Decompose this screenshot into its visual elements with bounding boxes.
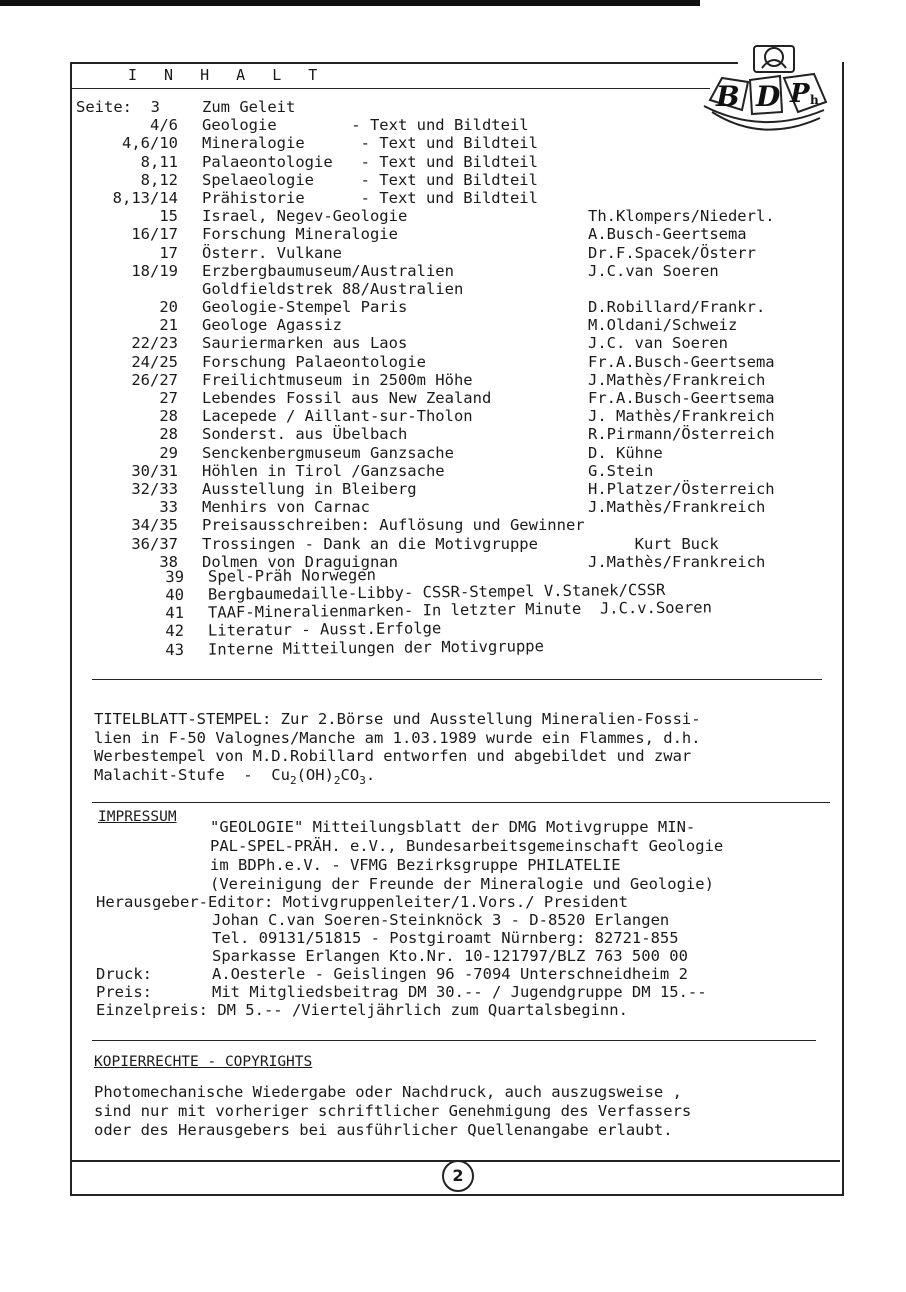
toc-page: 8,11: [140, 152, 178, 171]
toc-row: [76, 298, 766, 317]
toc-row: [82, 580, 666, 605]
toc-row: [76, 370, 766, 389]
toc-page: 15: [159, 207, 178, 226]
toc-title: Höhlen in Tirol /Ganzsache: [202, 461, 445, 480]
toc-title: Sauriermarken aus Laos: [202, 334, 408, 353]
toc-row: [76, 316, 738, 335]
toc-author: J.Mathès/Frankreich: [588, 498, 766, 517]
toc-page: 16/17: [131, 225, 178, 244]
toc-title: Senckenbergmuseum Ganzsache: [202, 443, 454, 462]
toc-page: 18/19: [131, 261, 178, 280]
page-number: 2: [442, 1160, 474, 1192]
toc-page: 29: [159, 443, 178, 462]
titelblatt-line-3: Werbestempel von M.D.Robillard entworfen und abgebildet und zwar: [94, 747, 692, 766]
toc-row: [76, 134, 538, 153]
frame-top-rule: [70, 62, 738, 64]
toc-title: Österr. Vulkane: [202, 243, 342, 262]
toc-author: Th.Klompers/Niederl.: [588, 207, 775, 226]
toc-title: Sonderst. aus Übelbach: [202, 425, 408, 444]
toc-page: 8,13/14: [112, 188, 178, 207]
toc-row: [82, 619, 442, 641]
toc-row: [82, 565, 377, 587]
divider-2: [92, 802, 830, 803]
toc-title: Freilichtmuseum in 2500m Höhe: [202, 370, 473, 389]
toc-row: [76, 461, 654, 480]
einzelpreis-line: Einzelpreis: DM 5.-- /Vierteljährlich zum Quartalsbeginn.: [96, 1001, 628, 1019]
toc-title: Forschung Mineralogie: [202, 225, 398, 244]
svg-text:h: h: [810, 93, 819, 107]
kopierrechte-line-1: Photomechanische Wiedergabe oder Nachdruck, auch auszugsweise ,: [94, 1083, 682, 1101]
toc-row: [76, 152, 538, 171]
toc-row: [76, 425, 775, 444]
toc-title: Palaeontologie - Text und Bildteil: [202, 152, 538, 171]
toc-page: 30/31: [131, 461, 178, 480]
toc-author: M.Oldani/Schweiz: [588, 316, 738, 335]
svg-text:B: B: [716, 80, 740, 113]
toc-title: Geologie - Text und Bildteil: [202, 116, 529, 135]
toc-author: Dr.F.Spacek/Österr: [588, 243, 756, 262]
titelblatt-line-4: Malachit-Stufe - $Cu_2(OH)_2CO_3$.: [94, 765, 376, 787]
impressum-line-6: Johan C.van Soeren-Steinknöck 3 - D-8520 Erlangen: [212, 911, 670, 929]
toc-title: Literatur - Ausst.Erfolge: [207, 619, 442, 641]
toc-page: 20: [159, 298, 178, 317]
toc-row: [76, 352, 775, 371]
toc-author: R.Pirmann/Österreich: [588, 425, 775, 444]
toc-title: Preisausschreiben: Auflösung und Gewinner: [202, 516, 585, 535]
toc-row: [76, 116, 529, 135]
toc-page: 32/33: [131, 479, 178, 498]
toc-row: [76, 243, 756, 262]
toc-row: [76, 98, 296, 116]
impressum-line-5: Herausgeber-Editor: Motivgruppenleiter/1.Vors./ President: [96, 893, 628, 911]
toc-page: 26/27: [131, 370, 178, 389]
toc-title: Erzbergbaumuseum/Australien: [202, 261, 454, 280]
toc-page: Seite: 3: [76, 98, 160, 116]
toc-author: J.Mathès/Frankreich: [588, 552, 766, 571]
impressum-line-1: "GEOLOGIE" Mitteilungsblatt der DMG Motivgruppe MIN-: [210, 818, 696, 836]
toc-page: 27: [159, 389, 178, 407]
toc-title: Menhirs von Carnac: [202, 498, 370, 517]
toc-title: Trossingen - Dank an die Motivgruppe: [202, 534, 538, 553]
toc-row: [76, 334, 728, 353]
toc-author: D.Robillard/Frankr.: [588, 298, 766, 317]
kopierrechte-line-2: sind nur mit vorheriger schriftlicher Genehmigung des Verfassers: [94, 1102, 692, 1120]
toc-page: 36/37: [131, 534, 178, 553]
toc-page: 28: [159, 425, 178, 444]
toc-page: 17: [159, 243, 178, 262]
divider-1: [92, 679, 822, 680]
toc-title: Lebendes Fossil aus New Zealand: [202, 389, 492, 407]
impressum-line-4: (Vereinigung der Freunde der Mineralogie und Geologie): [210, 875, 714, 893]
divider-3: [92, 1040, 816, 1041]
toc-author: Kurt Buck: [588, 534, 719, 553]
toc-page: 4/6: [150, 116, 178, 135]
toc-page: 42: [165, 622, 185, 641]
impressum-line-8: Sparkasse Erlangen Kto.Nr. 10-121797/BLZ 763 500 00: [212, 947, 688, 965]
svg-text:P: P: [790, 79, 810, 109]
toc-title: Bergbaumedaille-Libby- CSSR-Stempel V.Stanek/CSSR: [207, 580, 666, 604]
toc-row: [76, 443, 663, 462]
toc-page: 21: [159, 316, 178, 335]
toc-author: J.Mathès/Frankreich: [588, 370, 766, 389]
toc-page: 43: [165, 640, 185, 659]
toc-title: Geologie-Stempel Paris: [202, 298, 408, 317]
toc-row: [76, 279, 464, 298]
toc-row: [82, 636, 545, 660]
toc-author: D. Kühne: [588, 443, 663, 462]
toc-page: 24/25: [131, 352, 178, 371]
preis-value: Mit Mitgliedsbeitrag DM 30.-- / Jugendgruppe DM 15.--: [212, 983, 707, 1001]
top-scan-edge: [0, 0, 700, 6]
toc-title: Spel-Präh Norwegen: [207, 565, 377, 586]
druck-label: Druck:: [96, 965, 152, 983]
toc-page: 4,6/10: [122, 134, 178, 153]
druck-value: A.Oesterle - Geislingen 96 -7094 Unterschneidheim 2: [212, 965, 688, 983]
toc-title: Forschung Palaeontologie: [202, 352, 426, 371]
toc-author: Fr.A.Busch-Geertsema: [588, 389, 775, 407]
toc-row: [76, 407, 775, 426]
toc-page: 40: [165, 585, 185, 605]
toc-page: 41: [165, 604, 185, 623]
toc-title: Geologe Agassiz: [202, 316, 342, 335]
toc-page: 33: [159, 498, 178, 517]
impressum-line-2: PAL-SPEL-PRÄH. e.V., Bundesarbeitsgemeinschaft Geologie: [210, 837, 724, 855]
svg-text:D: D: [756, 80, 781, 113]
toc-author: J.C. van Soeren: [588, 334, 728, 353]
kopierrechte-title: KOPIERRECHTE - COPYRIGHTS: [94, 1054, 313, 1070]
toc-title: Goldfieldstrek 88/Australien: [202, 279, 464, 298]
toc-row: [76, 188, 538, 207]
toc-page: 8,12: [140, 170, 178, 189]
impressum-label: IMPRESSUM: [98, 809, 177, 825]
toc-row: [76, 225, 747, 244]
toc-title: Lacepede / Aillant-sur-Tholon: [202, 407, 473, 426]
toc-row: [76, 389, 775, 407]
toc-title: TAAF-Mineralienmarken- In letzter Minute J.C.v.Soeren: [207, 598, 712, 622]
titelblatt-line-2: lien in F-50 Valognes/Manche am 1.03.1989 wurde ein Flammes, d.h.: [94, 728, 701, 747]
toc-title: Zum Geleit: [202, 98, 296, 116]
toc-page: 28: [159, 407, 178, 426]
titelblatt-line-1: TITELBLATT-STEMPEL: Zur 2.Börse und Ausstellung Mineralien-Fossi-: [94, 710, 701, 728]
toc-author: J.C.van Soeren: [588, 261, 719, 280]
toc-title: Dolmen von Draguignan: [202, 552, 398, 571]
toc-title: Ausstellung in Bleiberg: [202, 479, 417, 498]
toc-title: Mineralogie - Text und Bildteil: [202, 134, 538, 153]
inhalt-heading: I N H A L T: [128, 66, 327, 84]
toc-row: [76, 207, 775, 226]
preis-label: Preis:: [96, 983, 152, 1001]
heading-rule: [70, 88, 710, 89]
toc-row: [76, 261, 719, 280]
toc-author: G.Stein: [588, 461, 654, 480]
toc-row: [76, 498, 766, 517]
impressum-line-7: Tel. 09131/51815 - Postgiroamt Nürnberg: 82721-855: [212, 929, 679, 947]
impressum-line-3: im BDPh.e.V. - VFMG Bezirksgruppe PHILATELIE: [210, 856, 621, 874]
toc-author: H.Platzer/Österreich: [588, 479, 775, 498]
table-of-contents: [76, 98, 775, 662]
toc-row: [82, 598, 712, 623]
toc-title: Spelaeologie - Text und Bildteil: [202, 170, 538, 189]
toc-title: Israel, Negev-Geologie: [202, 207, 408, 226]
toc-page: 22/23: [131, 334, 178, 353]
toc-title: Interne Mitteilungen der Motivgruppe: [207, 636, 545, 659]
toc-row: [76, 479, 775, 498]
toc-row: [76, 170, 538, 189]
toc-row: [76, 534, 719, 553]
toc-page: 39: [165, 567, 185, 587]
toc-title: Prähistorie - Text und Bildteil: [202, 188, 538, 207]
kopierrechte-line-3: oder des Herausgebers bei ausführlicher Quellenangabe erlaubt.: [94, 1121, 673, 1139]
toc-row: [76, 516, 585, 535]
bdph-logo: [702, 40, 832, 140]
toc-page: 34/35: [131, 516, 178, 535]
toc-author: A.Busch-Geertsema: [588, 225, 747, 244]
toc-author: Fr.A.Busch-Geertsema: [588, 352, 775, 371]
toc-page: 38: [159, 552, 178, 571]
titelblatt-paragraph: [94, 710, 701, 790]
toc-author: J. Mathès/Frankreich: [588, 407, 775, 426]
